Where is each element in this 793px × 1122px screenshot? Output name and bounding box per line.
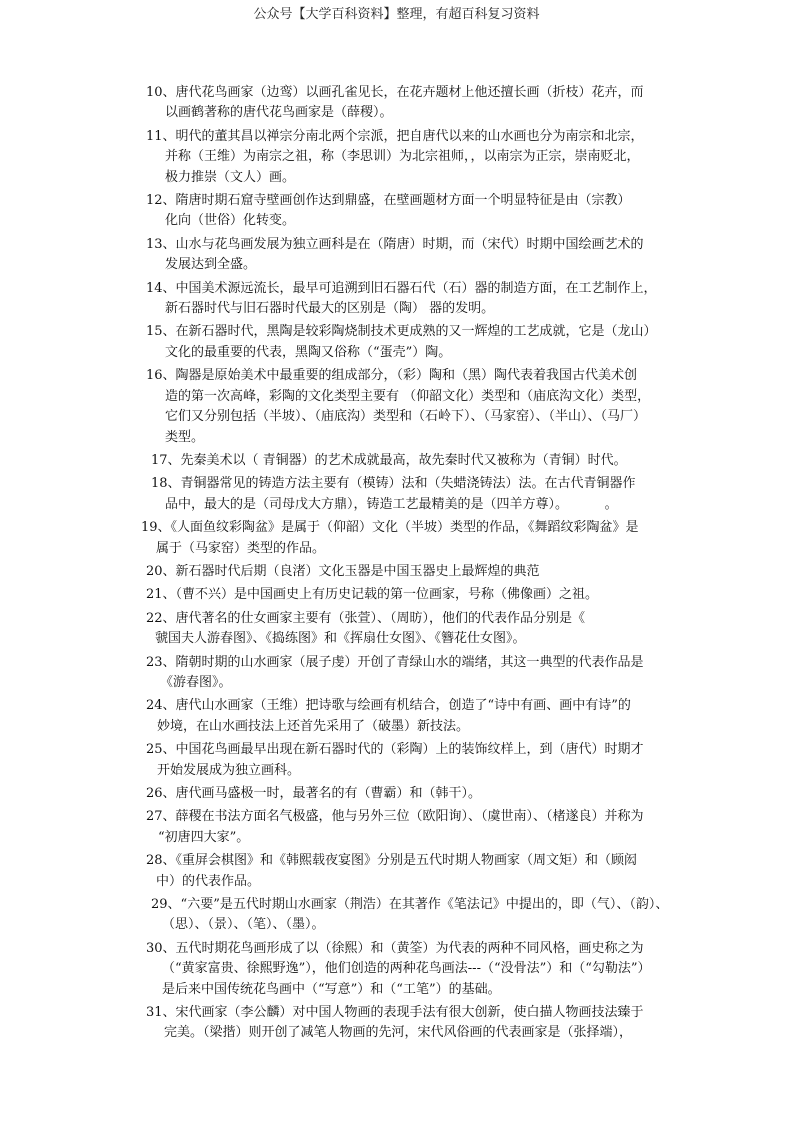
question-item — [0, 609, 793, 650]
question-line-continued: “初唐四大家”。 — [158, 829, 250, 845]
question-line-first: 17、先秦美术以（ 青铜器）的艺术成就最高，故先秦时代又被称为（青铜）时代。 — [151, 452, 627, 468]
question-item — [0, 895, 793, 936]
question-line-first: 11、明代的董其昌以禅宗分南北两个宗派，把自唐代以来的山水画也分为南宗和北宗， — [146, 128, 644, 144]
question-item — [0, 127, 793, 188]
question-item — [0, 740, 793, 781]
question-item — [0, 653, 793, 694]
question-line-first: 15、在新石器时代，黑陶是较彩陶烧制技术更成熟的又一辉煌的工艺成就，它是（龙山） — [146, 324, 657, 340]
question-list — [0, 83, 793, 1047]
question-line-first: 18、青铜器常见的铸造方法主要有（模铸）法和（失蜡浇铸法）法。在古代青铜器作 — [151, 476, 636, 492]
question-line-continued: （“黄家富贵、徐熙野逸”），他们创造的两种花鸟画法---（“没骨法”）和（“勾勒法”） — [162, 961, 651, 977]
question-item — [0, 851, 793, 892]
question-line-continued: 它们又分别包括（半坡）、（庙底沟）类型和（石岭下）、（马家窑）、（半山）、（马厂） — [165, 409, 647, 425]
question-line-first: 22、唐代著名的仕女画家主要有（张萱）、（周昉），他们的代表作品分别是《 — [146, 610, 586, 626]
question-item — [0, 83, 793, 124]
question-line-continued: 并称（王维）为南宗之祖，称（李思训）为北宗祖师，，以南宗为正宗，崇南贬北， — [165, 149, 640, 165]
question-line-continued: 中）的代表作品。 — [156, 873, 261, 889]
question-line-continued: 是后来中国传统花鸟画中（“写意”）和（“工笔”）的基础。 — [162, 981, 501, 997]
question-item — [0, 474, 793, 515]
question-item — [0, 784, 793, 804]
question-item — [0, 1003, 793, 1044]
question-item — [0, 939, 793, 1000]
question-line-first: 31、宋代画家（李公麟）对中国人物画的表现手法有很大创新，使白描人物画技法臻于 — [146, 1005, 644, 1021]
question-line-first: 19、《人面鱼纹彩陶盆》是属于（仰韶）文化（半坡）类型的作品，《舞蹈纹彩陶盆》是 — [141, 520, 639, 536]
question-line-continued: 新石器时代与旧石器时代最大的区别是（陶） 器的发明。 — [165, 301, 495, 317]
question-line-continued: 发展达到全盛。 — [165, 257, 257, 273]
question-line-first: 13、山水与花鸟画发展为独立画科是在（隋唐）时期，而（宋代）时期中国绘画艺术的 — [146, 236, 644, 252]
question-line-continued: 文化的最重要的代表，黑陶又俗称（“蛋壳”）陶。 — [165, 344, 452, 360]
question-line-first: 29、“六要”是五代时期山水画家（荆浩）在其著作《笔法记》中提出的，即（气）、（韵）、 — [151, 897, 669, 913]
question-line-continued: 《游春图》。 — [160, 674, 232, 690]
question-line-continued: （思）、（景）、（笔）、（墨）。 — [162, 917, 325, 933]
question-line-first: 30、五代时期花鸟画形成了以（徐熙）和（黄筌）为代表的两种不同风格，画史称之为 — [146, 940, 644, 956]
question-line-continued: 化向（世俗）化转变。 — [165, 213, 296, 229]
question-item — [0, 322, 793, 363]
question-line-first: 21、（曹不兴）是中国画史上有历史记载的第一位画家，号称（佛像画）之祖。 — [146, 587, 599, 603]
question-line-continued: 属于（马家窑）类型的作品。 — [156, 540, 326, 556]
question-line-continued: 妙境，在山水画技法上还首先采用了（破墨）新技法。 — [157, 718, 470, 734]
question-line-first: 27、薛稷在书法方面名气极盛，他与另外三位（欧阳询）、（虞世南）、（楮遂良）并称为 — [146, 809, 644, 825]
question-line-first: 25、中国花鸟画最早出现在新石器时代的（彩陶）上的装饰纹样上，到（唐代）时期才 — [146, 742, 644, 758]
question-item — [0, 807, 793, 848]
question-line-first: 24、唐代山水画家（王维）把诗歌与绘画有机结合，创造了“诗中有画、画中有诗”的 — [146, 698, 631, 714]
question-item — [0, 518, 793, 559]
question-line-continued: 极力推崇（文人）画。 — [165, 169, 296, 185]
question-item — [0, 235, 793, 276]
question-line-continued: 品中，最大的是（司母戊大方鼎），铸造工艺最精美的是（四羊方尊）。 。 — [165, 496, 618, 512]
question-line-continued: 以画鹤著称的唐代花鸟画家是（薛稷）。 — [165, 105, 393, 121]
question-line-first: 23、隋朝时期的山水画家（展子虔）开创了青绿山水的端绪，其这一典型的代表作品是 — [146, 654, 644, 670]
question-item — [0, 366, 793, 448]
question-line-continued: 开始发展成为独立画科。 — [157, 762, 301, 778]
question-line-first: 28、《重屏会棋图》和《韩熙载夜宴图》分别是五代时期人物画家（周文矩）和（顾闳 — [146, 853, 638, 869]
question-line-continued: 完美。（梁揩）则开创了减笔人物画的先河，宋代风俗画的代表画家是（张择端）， — [164, 1025, 633, 1041]
question-item — [0, 585, 793, 605]
question-item — [0, 279, 793, 320]
question-item — [0, 696, 793, 737]
question-line-first: 16、陶器是原始美术中最重要的组成部分，（彩）陶和（黑）陶代表着我国古代美术创 — [146, 368, 638, 384]
question-line-first: 12、隋唐时期石窟寺壁画创作达到鼎盛，在壁画题材方面一个明显特征是由（宗教） — [146, 193, 631, 209]
question-line-first: 26、唐代画马盛极一时，最著名的有（曹霸）和（韩干）。 — [146, 786, 482, 801]
question-line-first: 10、唐代花鸟画家（边鸾）以画孔雀见长，在花卉题材上他还擅长画（折枝）花卉，而 — [146, 85, 644, 100]
question-line-continued: 造的第一次高峰，彩陶的文化类型主要有 （仰韶文化）类型和（庙底沟文化）类型， — [165, 388, 651, 404]
question-line-continued: 虢国夫人游春图》、《捣练图》和《挥扇仕女图》、《簪花仕女图》。 — [155, 631, 526, 647]
page-header: 公众号【大学百科资料】整理，有超百科复习资料 — [253, 7, 540, 22]
question-line-first: 20、新石器时代后期（良渚）文化玉器是中国玉器史上最辉煌的典范 — [146, 563, 540, 579]
question-line-continued: 类型。 — [165, 429, 205, 445]
question-line-first: 14、中国美术源远流长，最早可追溯到旧石器石代（石）器的制造方面，在工艺制作上， — [146, 280, 657, 296]
question-item — [0, 191, 793, 232]
question-item — [0, 451, 793, 471]
question-item — [0, 562, 793, 582]
